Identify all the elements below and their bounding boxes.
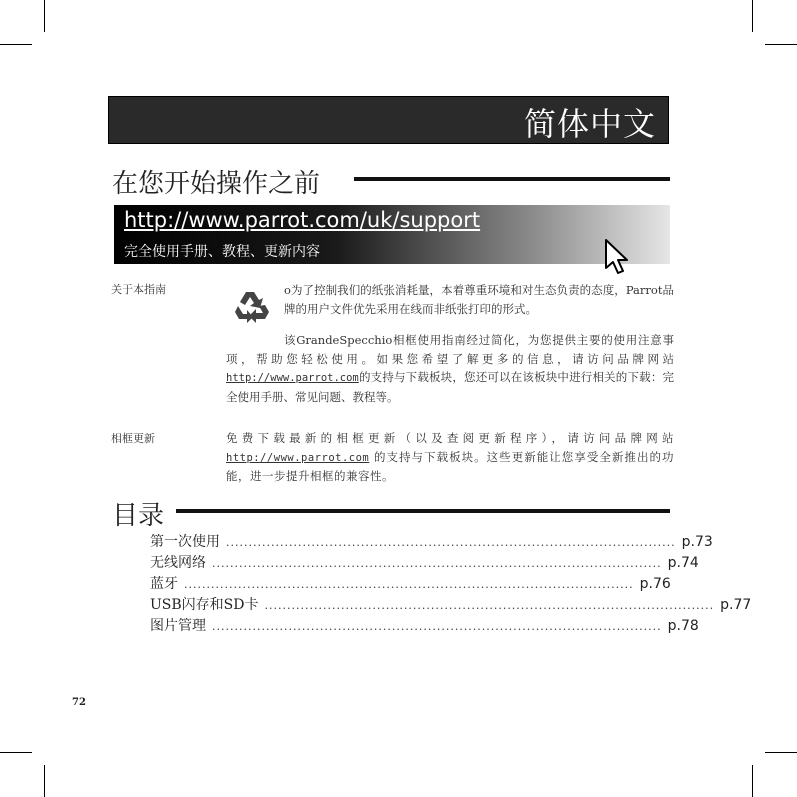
support-url-link[interactable]: http://www.parrot.com/uk/support — [124, 208, 481, 232]
toc-item[interactable] — [150, 552, 699, 573]
support-url-band — [114, 205, 670, 264]
toc-leader: .................................................................................................... — [212, 620, 662, 633]
toc-item-page: p.77 — [720, 597, 752, 613]
recycle-icon — [232, 288, 272, 326]
section-title-before-begin: 在您开始操作之前 — [112, 169, 321, 199]
language-header — [108, 96, 669, 144]
toc-item-label: 图片管理 — [150, 618, 206, 634]
language-title: 简体中文 — [523, 105, 656, 143]
table-of-contents — [150, 531, 752, 636]
crop-mark — [765, 44, 797, 45]
toc-item[interactable] — [150, 615, 699, 636]
support-url-subtitle: 完全使用手册、教程、更新内容 — [124, 244, 320, 260]
toc-item-label: 无线网络 — [150, 555, 206, 571]
frame-update-paragraph: 免费下载最新的相框更新（以及查阅更新程序），请访问品牌网站http://www.parrot.com 的支持与下载板块。这些更新能让您享受全新推出的功能，进一步提升相框的兼容性。 — [226, 431, 674, 483]
toc-item[interactable] — [150, 531, 713, 552]
about-guide-paragraph-1: o为了控制我们的纸张消耗量，本着尊重环境和对生态负责的态度，Parrot品牌的用户文件优先采用在线而非纸张打印的形式。 — [284, 283, 674, 316]
about-guide-paragraph-2: 该GrandeSpecchio相框使用指南经过简化，为您提供主要的使用注意事项，帮助您轻松使用。如果您希望了解更多的信息，请访问品牌网站http://www.parrot.com的支持与下载板块，您还可以在该板块中进行相关的下载：完全使用手册、常见问题、教程等。 — [226, 333, 674, 404]
crop-mark — [44, 0, 45, 32]
toc-leader: .................................................................................................... — [184, 578, 634, 591]
toc-item-label: 蓝牙 — [150, 576, 178, 592]
label-frame-update: 相框更新 — [111, 432, 155, 445]
parrot-website-link[interactable]: http://www.parrot.com — [226, 372, 359, 384]
crop-mark — [752, 765, 753, 797]
crop-mark — [44, 765, 45, 797]
toc-item[interactable] — [150, 594, 752, 615]
crop-mark — [752, 0, 753, 32]
section-rule — [354, 177, 670, 181]
parrot-website-link-2[interactable]: http://www.parrot.com — [226, 451, 370, 464]
section-rule — [176, 509, 670, 513]
toc-item-page: p.74 — [667, 555, 699, 571]
cursor-arrow-icon — [604, 238, 630, 276]
section-title-contents: 目录 — [112, 501, 165, 531]
label-about-guide: 关于本指南 — [111, 283, 166, 296]
crop-mark — [0, 752, 32, 753]
toc-item-label: USB闪存和SD卡 — [150, 597, 259, 613]
toc-item-page: p.76 — [639, 576, 671, 592]
crop-mark — [765, 752, 797, 753]
toc-item-page: p.78 — [667, 618, 699, 634]
toc-item-label: 第一次使用 — [150, 534, 220, 550]
toc-leader: .................................................................................................... — [264, 599, 715, 612]
page-number: 72 — [72, 697, 86, 708]
toc-leader: .................................................................................................... — [226, 536, 676, 549]
toc-item-page: p.73 — [681, 534, 713, 550]
crop-mark — [0, 44, 32, 45]
toc-item[interactable] — [150, 573, 671, 594]
toc-leader: .................................................................................................... — [212, 557, 662, 570]
